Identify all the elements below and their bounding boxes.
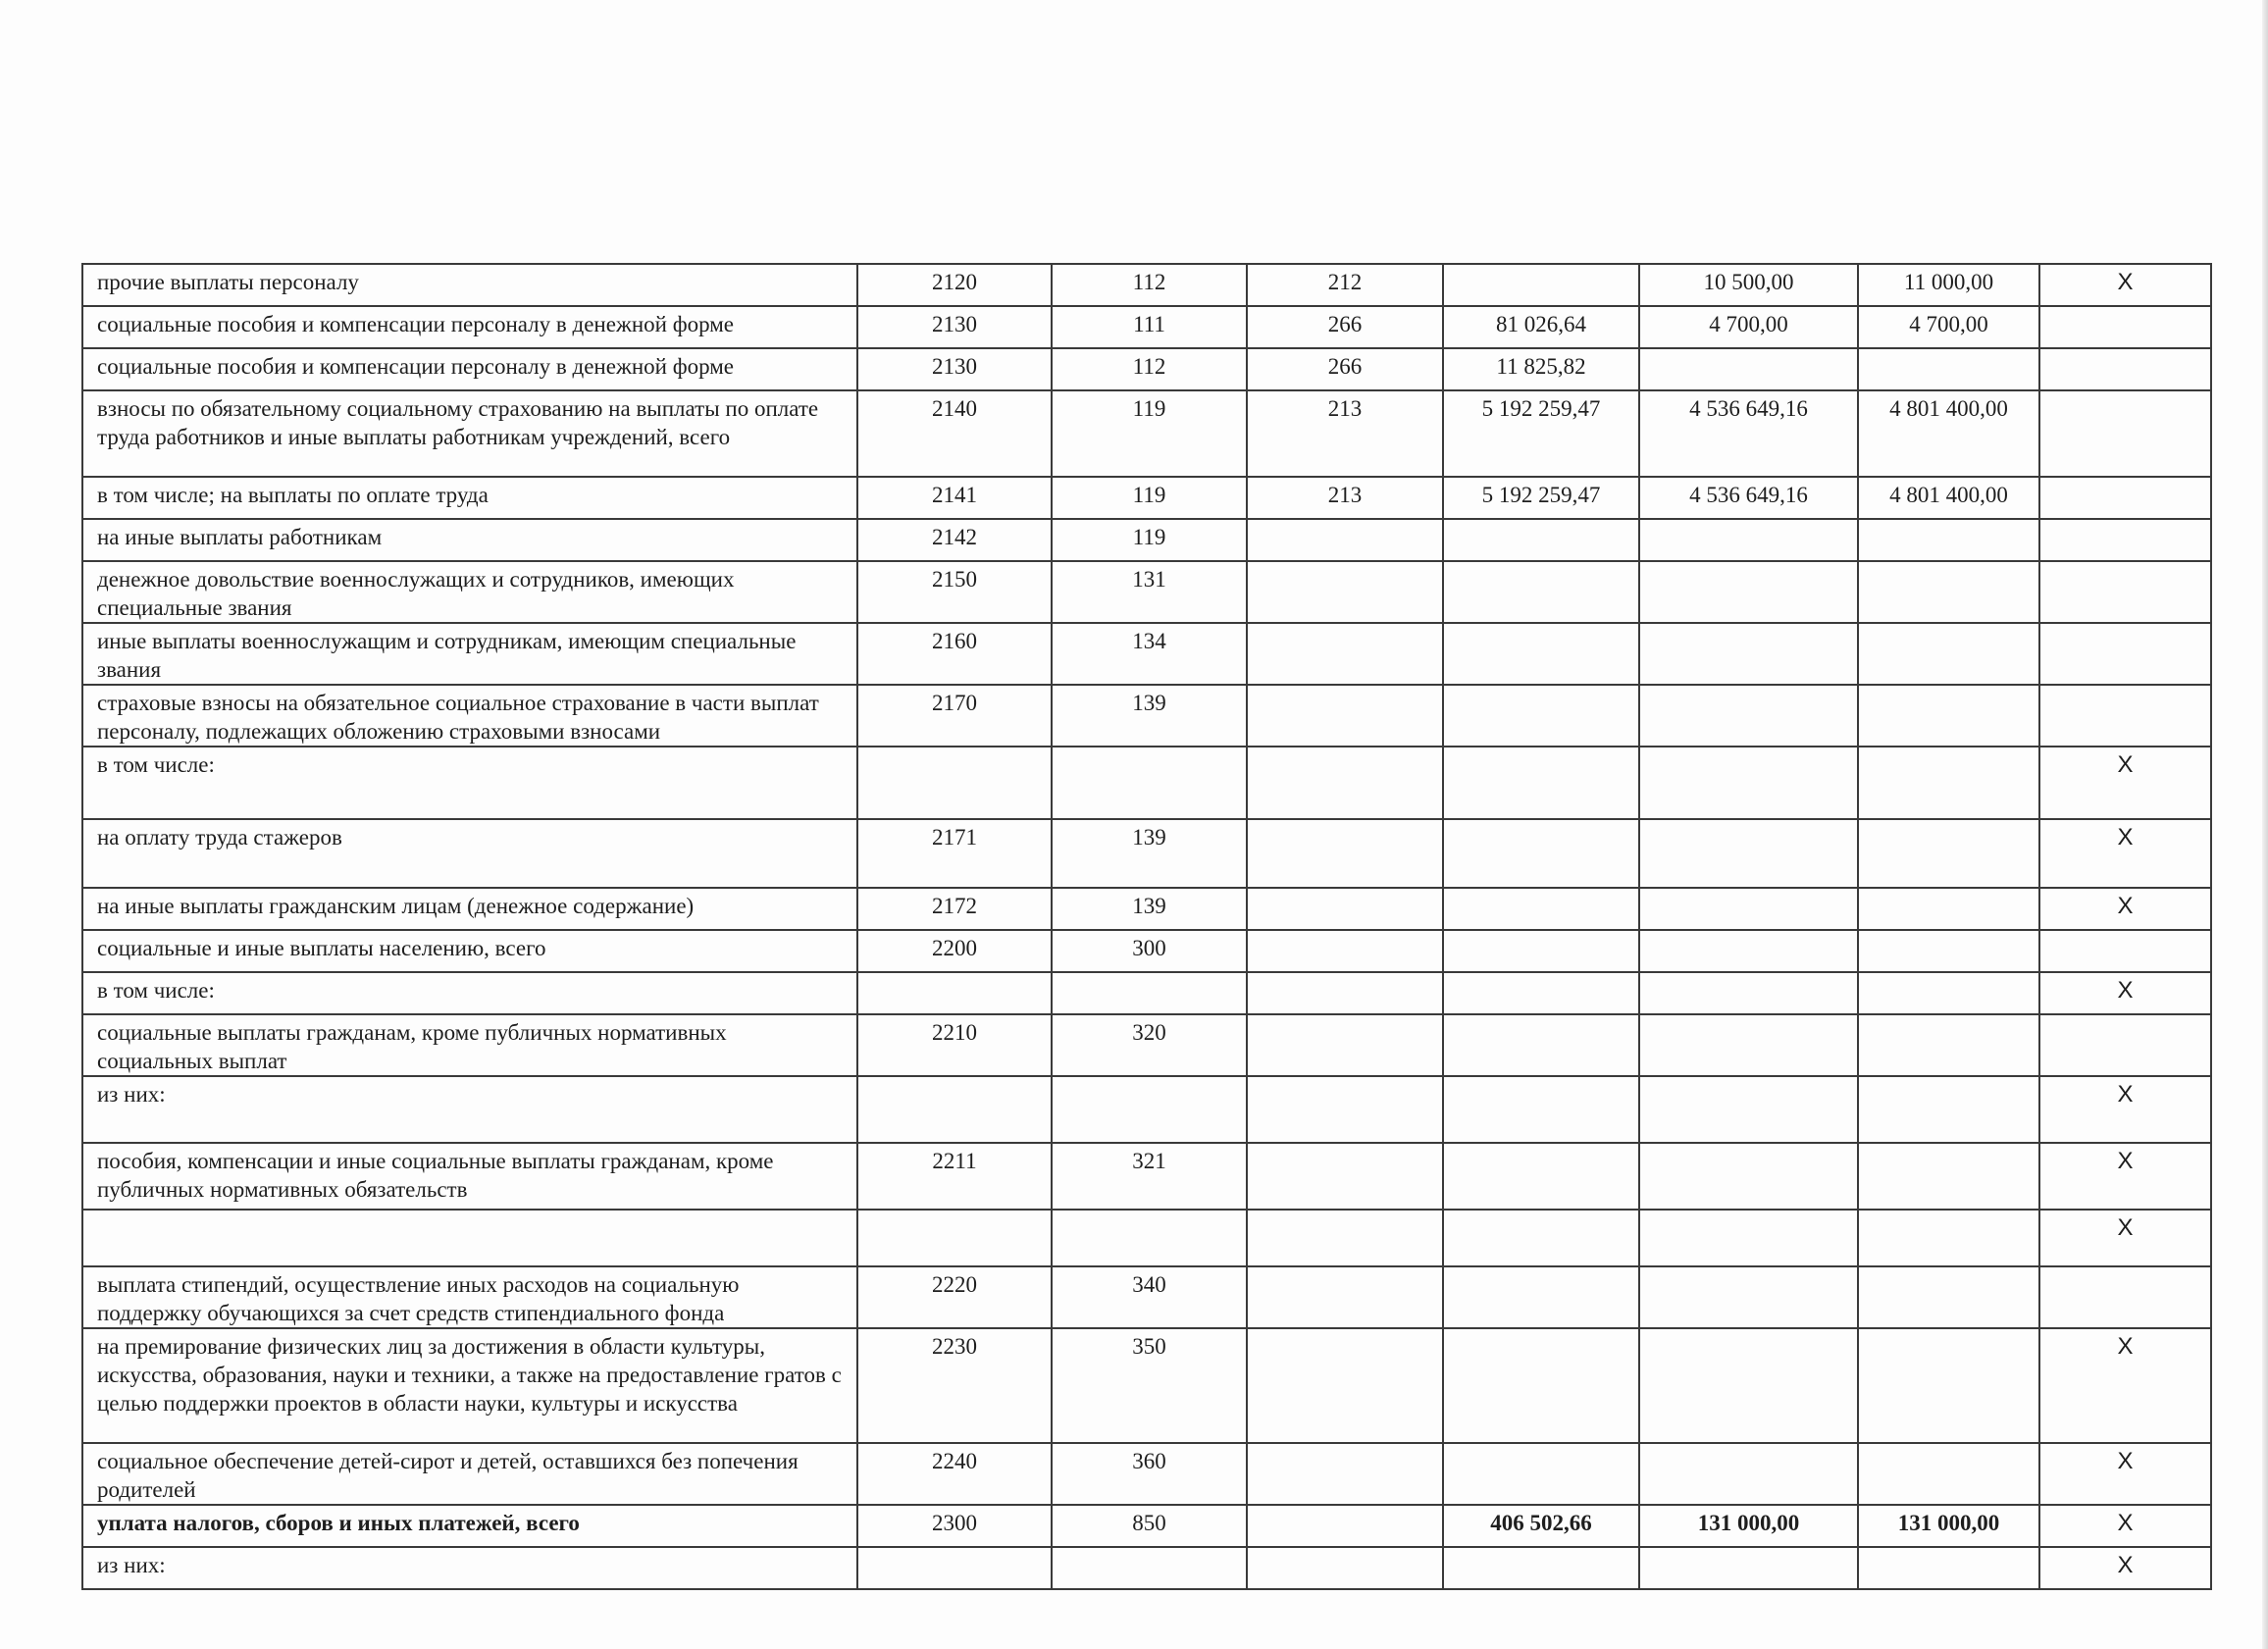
amount-year-1-cell — [1443, 1547, 1639, 1589]
table-row — [82, 306, 2211, 348]
kosgu-code-cell: 266 — [1247, 306, 1443, 348]
amount-year-3-cell: 4 801 400,00 — [1858, 477, 2039, 519]
amount-year-1-cell — [1443, 747, 1639, 819]
row-name-cell: на иные выплаты гражданским лицам (денежное содержание) — [82, 888, 857, 930]
amount-year-3-cell — [1858, 623, 2039, 685]
table-row — [82, 1505, 2211, 1547]
amount-year-2-cell — [1639, 930, 1858, 972]
amount-year-1-cell — [1443, 1266, 1639, 1328]
amount-year-1-cell — [1443, 1076, 1639, 1143]
amount-year-2-cell — [1639, 888, 1858, 930]
kosgu-code-cell — [1247, 1547, 1443, 1589]
amount-year-3-cell: 4 700,00 — [1858, 306, 2039, 348]
amount-year-2-cell — [1639, 561, 1858, 623]
note-cell: X — [2039, 1443, 2211, 1505]
kbk-code-cell — [1052, 1210, 1247, 1266]
kbk-code-cell: 119 — [1052, 390, 1247, 477]
kosgu-code-cell — [1247, 972, 1443, 1014]
amount-year-1-cell — [1443, 1014, 1639, 1076]
amount-year-1-cell — [1443, 1210, 1639, 1266]
amount-year-3-cell — [1858, 519, 2039, 561]
note-cell — [2039, 561, 2211, 623]
line-code-cell: 2150 — [857, 561, 1052, 623]
kbk-code-cell — [1052, 1547, 1247, 1589]
row-name-cell: на иные выплаты работникам — [82, 519, 857, 561]
kosgu-code-cell: 212 — [1247, 264, 1443, 306]
amount-year-2-cell — [1639, 1443, 1858, 1505]
table-row — [82, 390, 2211, 477]
note-cell: X — [2039, 819, 2211, 888]
line-code-cell: 2142 — [857, 519, 1052, 561]
kosgu-code-cell — [1247, 623, 1443, 685]
table-row — [82, 972, 2211, 1014]
kbk-code-cell: 321 — [1052, 1143, 1247, 1210]
line-code-cell — [857, 747, 1052, 819]
kosgu-code-cell — [1247, 1505, 1443, 1547]
amount-year-3-cell — [1858, 1328, 2039, 1443]
amount-year-1-cell — [1443, 264, 1639, 306]
amount-year-3-cell — [1858, 1266, 2039, 1328]
amount-year-1-cell — [1443, 888, 1639, 930]
kbk-code-cell: 360 — [1052, 1443, 1247, 1505]
kbk-code-cell: 300 — [1052, 930, 1247, 972]
note-cell: X — [2039, 1076, 2211, 1143]
table-row — [82, 747, 2211, 819]
amount-year-2-cell: 4 536 649,16 — [1639, 390, 1858, 477]
line-code-cell — [857, 1076, 1052, 1143]
row-name-cell: пособия, компенсации и иные социальные выплаты гражданам, кроме публичных нормативных обязательств — [82, 1143, 857, 1210]
row-name-cell — [82, 1210, 857, 1266]
note-cell — [2039, 930, 2211, 972]
amount-year-1-cell: 11 825,82 — [1443, 348, 1639, 390]
kbk-code-cell — [1052, 972, 1247, 1014]
table-row — [82, 930, 2211, 972]
note-cell — [2039, 348, 2211, 390]
table-row — [82, 1210, 2211, 1266]
note-cell — [2039, 1266, 2211, 1328]
amount-year-1-cell — [1443, 685, 1639, 747]
amount-year-3-cell — [1858, 1210, 2039, 1266]
note-cell — [2039, 519, 2211, 561]
table-row — [82, 1266, 2211, 1328]
row-name-cell: на премирование физических лиц за достижения в области культуры, искусства, образования, науки и техники, а также на предоставление гратов с целью поддержки проектов в области науки, культуры и искусства — [82, 1328, 857, 1443]
amount-year-3-cell: 11 000,00 — [1858, 264, 2039, 306]
note-cell — [2039, 1014, 2211, 1076]
row-name-cell: на оплату труда стажеров — [82, 819, 857, 888]
row-name-cell: уплата налогов, сборов и иных платежей, всего — [82, 1505, 857, 1547]
amount-year-3-cell — [1858, 348, 2039, 390]
row-name-cell: денежное довольствие военнослужащих и сотрудников, имеющих специальные звания — [82, 561, 857, 623]
kbk-code-cell: 350 — [1052, 1328, 1247, 1443]
kosgu-code-cell: 213 — [1247, 390, 1443, 477]
line-code-cell: 2200 — [857, 930, 1052, 972]
table-row — [82, 561, 2211, 623]
note-cell: X — [2039, 1328, 2211, 1443]
amount-year-1-cell — [1443, 930, 1639, 972]
line-code-cell: 2240 — [857, 1443, 1052, 1505]
kosgu-code-cell — [1247, 1014, 1443, 1076]
line-code-cell: 2140 — [857, 390, 1052, 477]
table-row — [82, 1443, 2211, 1505]
row-name-cell: взносы по обязательному социальному страхованию на выплаты по оплате труда работников и иные выплаты работникам учреждений, всего — [82, 390, 857, 477]
row-name-cell: социальные пособия и компенсации персоналу в денежной форме — [82, 306, 857, 348]
line-code-cell: 2172 — [857, 888, 1052, 930]
kbk-code-cell: 112 — [1052, 264, 1247, 306]
amount-year-2-cell — [1639, 1014, 1858, 1076]
scan-edge-shadow — [2262, 0, 2268, 1649]
line-code-cell: 2120 — [857, 264, 1052, 306]
row-name-cell: выплата стипендий, осуществление иных расходов на социальную поддержку обучающихся за счет средств стипендиального фонда — [82, 1266, 857, 1328]
row-name-cell: иные выплаты военнослужащим и сотрудникам, имеющим специальные звания — [82, 623, 857, 685]
amount-year-3-cell — [1858, 1014, 2039, 1076]
line-code-cell: 2130 — [857, 306, 1052, 348]
amount-year-3-cell — [1858, 1143, 2039, 1210]
note-cell — [2039, 623, 2211, 685]
amount-year-3-cell — [1858, 747, 2039, 819]
note-cell: X — [2039, 1143, 2211, 1210]
line-code-cell — [857, 1210, 1052, 1266]
note-cell: X — [2039, 972, 2211, 1014]
line-code-cell: 2220 — [857, 1266, 1052, 1328]
row-name-cell: страховые взносы на обязательное социальное страхование в части выплат персоналу, подлежащих обложению страховыми взносами — [82, 685, 857, 747]
kosgu-code-cell — [1247, 819, 1443, 888]
kbk-code-cell — [1052, 747, 1247, 819]
kbk-code-cell: 320 — [1052, 1014, 1247, 1076]
kosgu-code-cell — [1247, 561, 1443, 623]
kbk-code-cell: 111 — [1052, 306, 1247, 348]
financial-plan-table — [81, 263, 2212, 1590]
amount-year-1-cell — [1443, 623, 1639, 685]
table-row — [82, 1076, 2211, 1143]
kbk-code-cell: 134 — [1052, 623, 1247, 685]
kosgu-code-cell — [1247, 1443, 1443, 1505]
amount-year-1-cell — [1443, 519, 1639, 561]
amount-year-3-cell — [1858, 888, 2039, 930]
amount-year-2-cell — [1639, 1210, 1858, 1266]
amount-year-2-cell — [1639, 1328, 1858, 1443]
amount-year-3-cell — [1858, 561, 2039, 623]
amount-year-1-cell: 406 502,66 — [1443, 1505, 1639, 1547]
row-name-cell: из них: — [82, 1076, 857, 1143]
note-cell: X — [2039, 1210, 2211, 1266]
row-name-cell: в том числе: — [82, 972, 857, 1014]
amount-year-1-cell: 81 026,64 — [1443, 306, 1639, 348]
amount-year-2-cell — [1639, 747, 1858, 819]
note-cell: X — [2039, 264, 2211, 306]
amount-year-2-cell — [1639, 1547, 1858, 1589]
kbk-code-cell: 139 — [1052, 888, 1247, 930]
amount-year-1-cell — [1443, 819, 1639, 888]
row-name-cell: социальные выплаты гражданам, кроме публичных нормативных социальных выплат — [82, 1014, 857, 1076]
amount-year-2-cell — [1639, 623, 1858, 685]
kbk-code-cell: 131 — [1052, 561, 1247, 623]
table-row — [82, 1328, 2211, 1443]
amount-year-2-cell: 10 500,00 — [1639, 264, 1858, 306]
amount-year-2-cell — [1639, 1076, 1858, 1143]
kbk-code-cell: 850 — [1052, 1505, 1247, 1547]
amount-year-1-cell — [1443, 972, 1639, 1014]
row-name-cell: в том числе; на выплаты по оплате труда — [82, 477, 857, 519]
note-cell: X — [2039, 1505, 2211, 1547]
kosgu-code-cell — [1247, 888, 1443, 930]
kbk-code-cell — [1052, 1076, 1247, 1143]
note-cell — [2039, 477, 2211, 519]
amount-year-1-cell: 5 192 259,47 — [1443, 390, 1639, 477]
row-name-cell: в том числе: — [82, 747, 857, 819]
amount-year-3-cell — [1858, 1547, 2039, 1589]
amount-year-2-cell — [1639, 685, 1858, 747]
table-row — [82, 519, 2211, 561]
amount-year-1-cell — [1443, 1328, 1639, 1443]
amount-year-3-cell — [1858, 930, 2039, 972]
table-row — [82, 623, 2211, 685]
line-code-cell — [857, 1547, 1052, 1589]
note-cell: X — [2039, 888, 2211, 930]
kosgu-code-cell: 213 — [1247, 477, 1443, 519]
amount-year-3-cell: 131 000,00 — [1858, 1505, 2039, 1547]
table-row — [82, 819, 2211, 888]
note-cell — [2039, 390, 2211, 477]
kbk-code-cell: 139 — [1052, 685, 1247, 747]
amount-year-1-cell — [1443, 1143, 1639, 1210]
row-name-cell: социальные пособия и компенсации персоналу в денежной форме — [82, 348, 857, 390]
amount-year-2-cell — [1639, 972, 1858, 1014]
kosgu-code-cell — [1247, 685, 1443, 747]
kbk-code-cell: 119 — [1052, 477, 1247, 519]
line-code-cell: 2130 — [857, 348, 1052, 390]
line-code-cell: 2141 — [857, 477, 1052, 519]
kosgu-code-cell — [1247, 1328, 1443, 1443]
kosgu-code-cell — [1247, 1143, 1443, 1210]
kosgu-code-cell — [1247, 1210, 1443, 1266]
amount-year-1-cell — [1443, 561, 1639, 623]
line-code-cell — [857, 972, 1052, 1014]
table-row — [82, 888, 2211, 930]
amount-year-2-cell — [1639, 1266, 1858, 1328]
amount-year-2-cell: 131 000,00 — [1639, 1505, 1858, 1547]
amount-year-1-cell: 5 192 259,47 — [1443, 477, 1639, 519]
amount-year-3-cell — [1858, 972, 2039, 1014]
amount-year-3-cell — [1858, 1076, 2039, 1143]
kosgu-code-cell — [1247, 519, 1443, 561]
row-name-cell: из них: — [82, 1547, 857, 1589]
amount-year-3-cell — [1858, 1443, 2039, 1505]
amount-year-2-cell — [1639, 819, 1858, 888]
table-row — [82, 477, 2211, 519]
row-name-cell: социальные и иные выплаты населению, всего — [82, 930, 857, 972]
table-row — [82, 1547, 2211, 1589]
row-name-cell: социальное обеспечение детей-сирот и детей, оставшихся без попечения родителей — [82, 1443, 857, 1505]
kbk-code-cell: 340 — [1052, 1266, 1247, 1328]
line-code-cell: 2211 — [857, 1143, 1052, 1210]
amount-year-3-cell — [1858, 819, 2039, 888]
kosgu-code-cell — [1247, 1076, 1443, 1143]
amount-year-1-cell — [1443, 1443, 1639, 1505]
row-name-cell: прочие выплаты персоналу — [82, 264, 857, 306]
table-row — [82, 264, 2211, 306]
line-code-cell: 2300 — [857, 1505, 1052, 1547]
amount-year-2-cell: 4 536 649,16 — [1639, 477, 1858, 519]
note-cell: X — [2039, 747, 2211, 819]
line-code-cell: 2170 — [857, 685, 1052, 747]
kosgu-code-cell: 266 — [1247, 348, 1443, 390]
table-body — [82, 264, 2211, 1589]
amount-year-2-cell — [1639, 519, 1858, 561]
table-row — [82, 348, 2211, 390]
note-cell — [2039, 306, 2211, 348]
amount-year-3-cell: 4 801 400,00 — [1858, 390, 2039, 477]
note-cell — [2039, 685, 2211, 747]
table-row — [82, 1014, 2211, 1076]
line-code-cell: 2171 — [857, 819, 1052, 888]
amount-year-2-cell — [1639, 1143, 1858, 1210]
amount-year-2-cell — [1639, 348, 1858, 390]
note-cell: X — [2039, 1547, 2211, 1589]
line-code-cell: 2210 — [857, 1014, 1052, 1076]
table-row — [82, 1143, 2211, 1210]
kbk-code-cell: 119 — [1052, 519, 1247, 561]
line-code-cell: 2230 — [857, 1328, 1052, 1443]
amount-year-3-cell — [1858, 685, 2039, 747]
table-row — [82, 685, 2211, 747]
kosgu-code-cell — [1247, 1266, 1443, 1328]
kbk-code-cell: 112 — [1052, 348, 1247, 390]
line-code-cell: 2160 — [857, 623, 1052, 685]
kbk-code-cell: 139 — [1052, 819, 1247, 888]
kosgu-code-cell — [1247, 930, 1443, 972]
amount-year-2-cell: 4 700,00 — [1639, 306, 1858, 348]
kosgu-code-cell — [1247, 747, 1443, 819]
